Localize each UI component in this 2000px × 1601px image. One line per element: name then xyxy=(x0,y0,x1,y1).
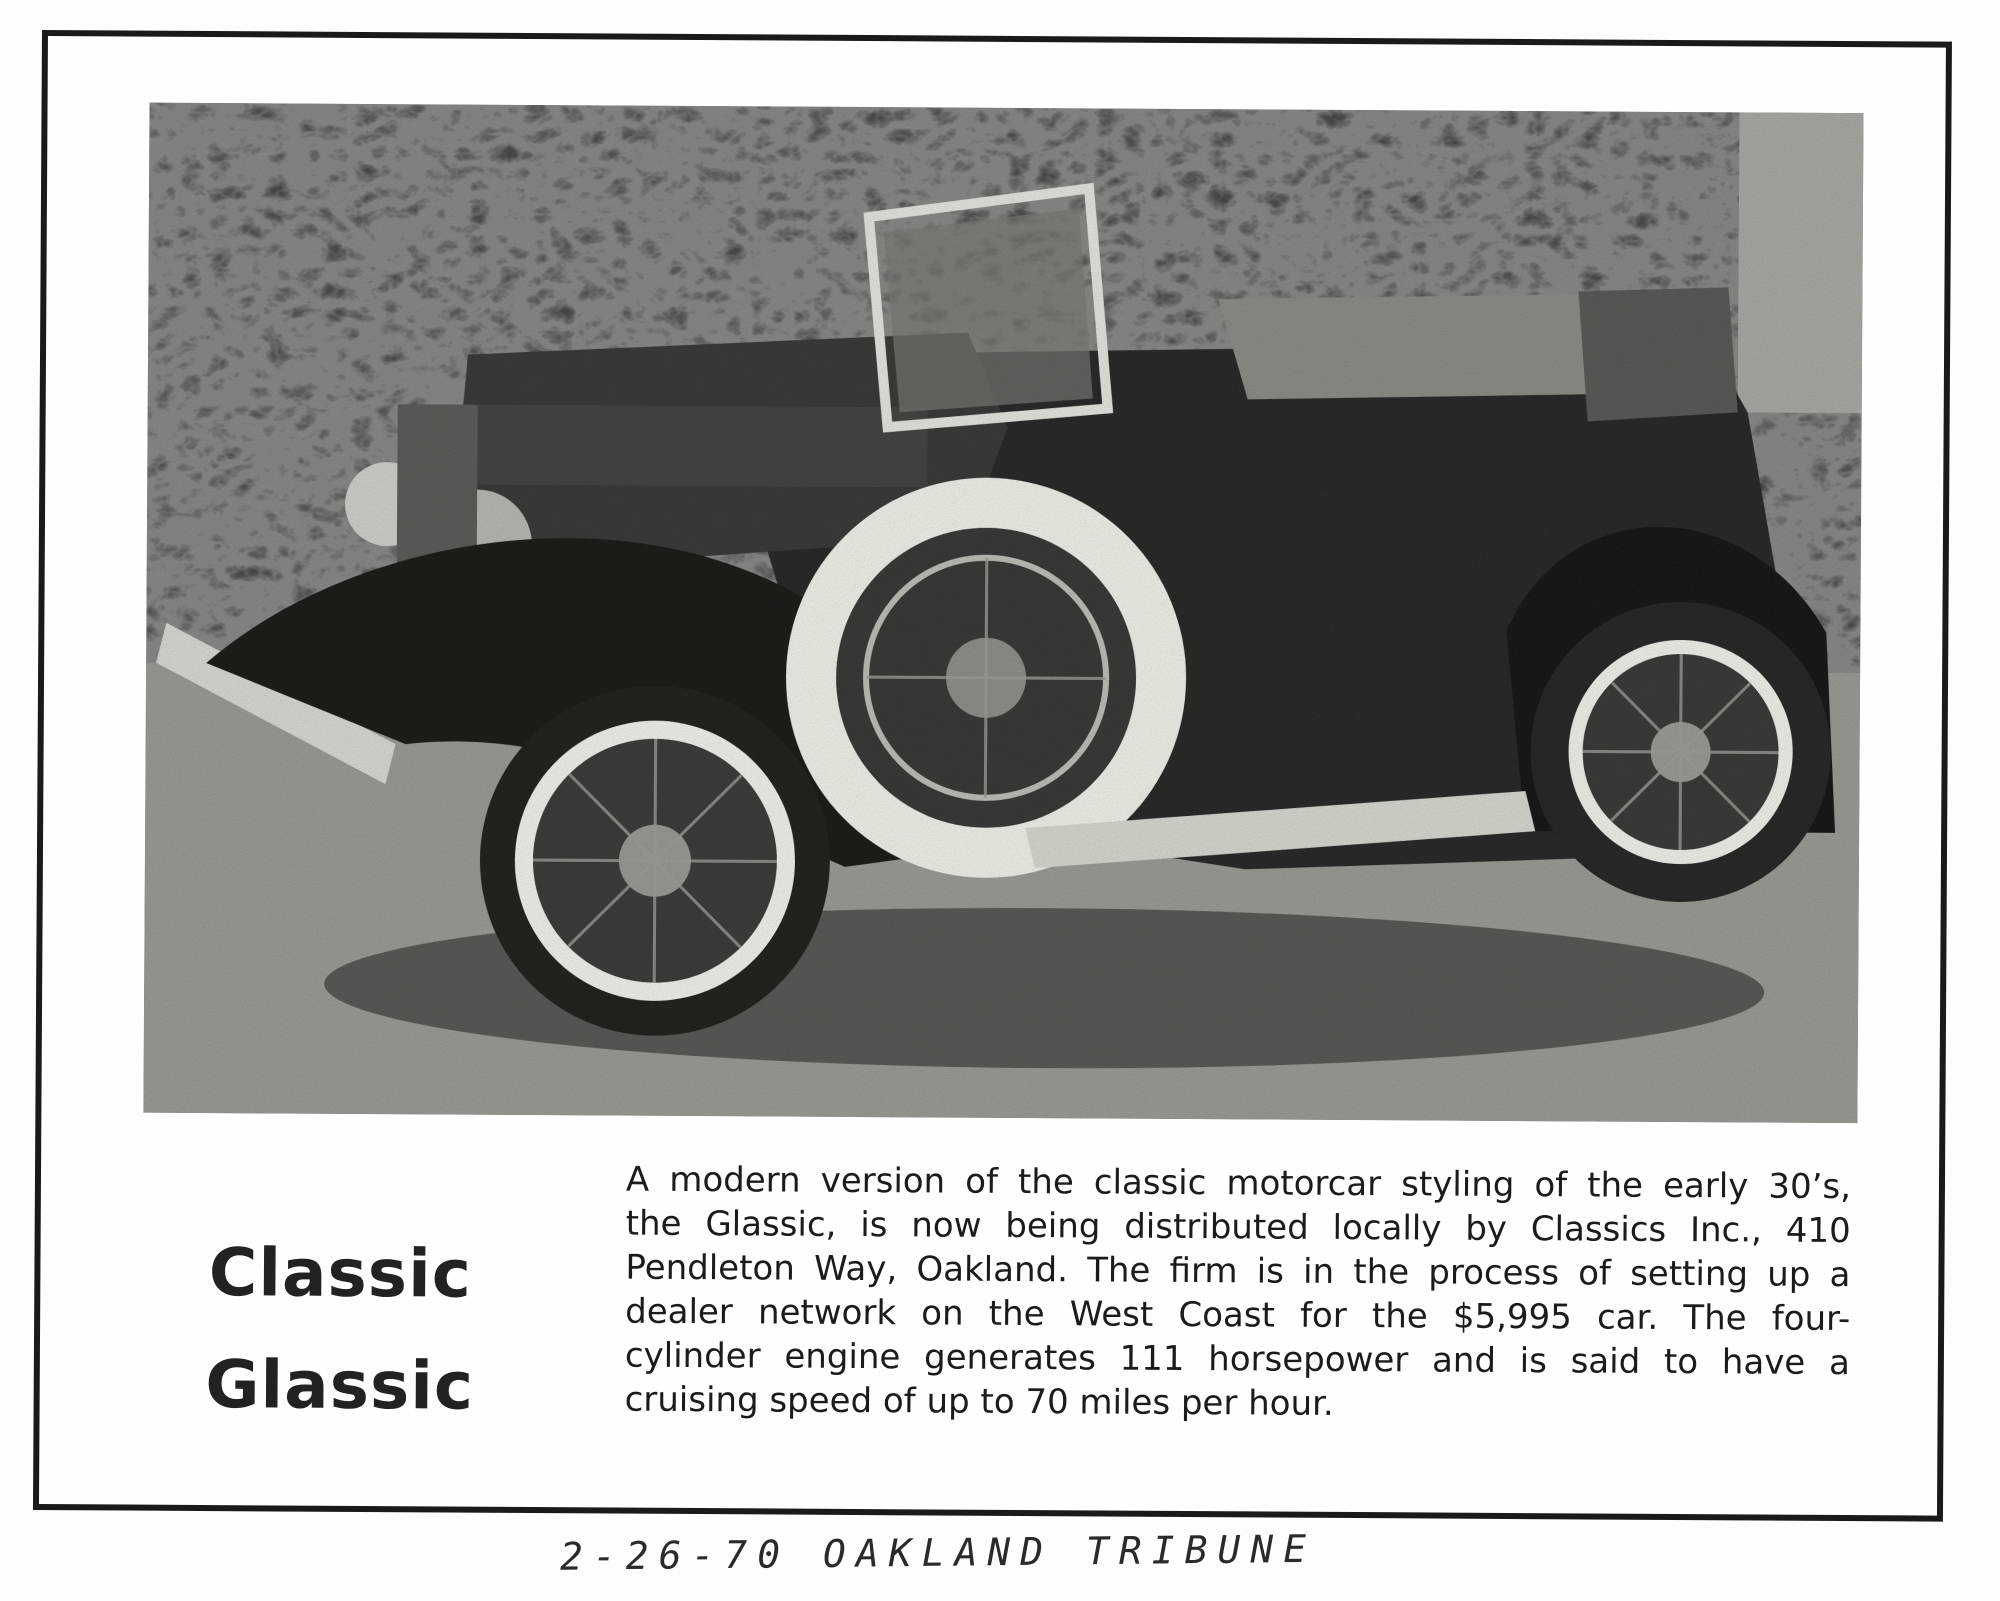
caption-line: cylinder engine generates 111 horsepower and is said to have a xyxy=(624,1335,1851,1384)
caption-text xyxy=(625,1158,1852,1429)
car-photo-illustration xyxy=(143,103,1863,1123)
car-photo xyxy=(143,103,1863,1123)
headline xyxy=(189,1217,490,1443)
caption-line: dealer network on the West Coast for the $5,995 car. The four- xyxy=(625,1291,1851,1340)
headline-line-1: Classic xyxy=(208,1234,473,1313)
caption-line: Pendleton Way, Oakland. The firm is in the process of setting up a xyxy=(625,1247,1851,1296)
caption-line: cruising speed of up to 70 miles per hour. xyxy=(624,1379,1334,1424)
handwritten-source-note: 2-26-70 OAKLAND TRIBUNE xyxy=(559,1526,1317,1579)
headline-line-2: Glassic xyxy=(205,1346,475,1425)
clipping-frame xyxy=(33,30,1952,1522)
caption-line: A modern version of the classic motorcar styling of the early 30’s, xyxy=(625,1159,1852,1208)
caption-line: the Glassic, is now being distributed locally by Classics Inc., 410 xyxy=(625,1203,1851,1252)
